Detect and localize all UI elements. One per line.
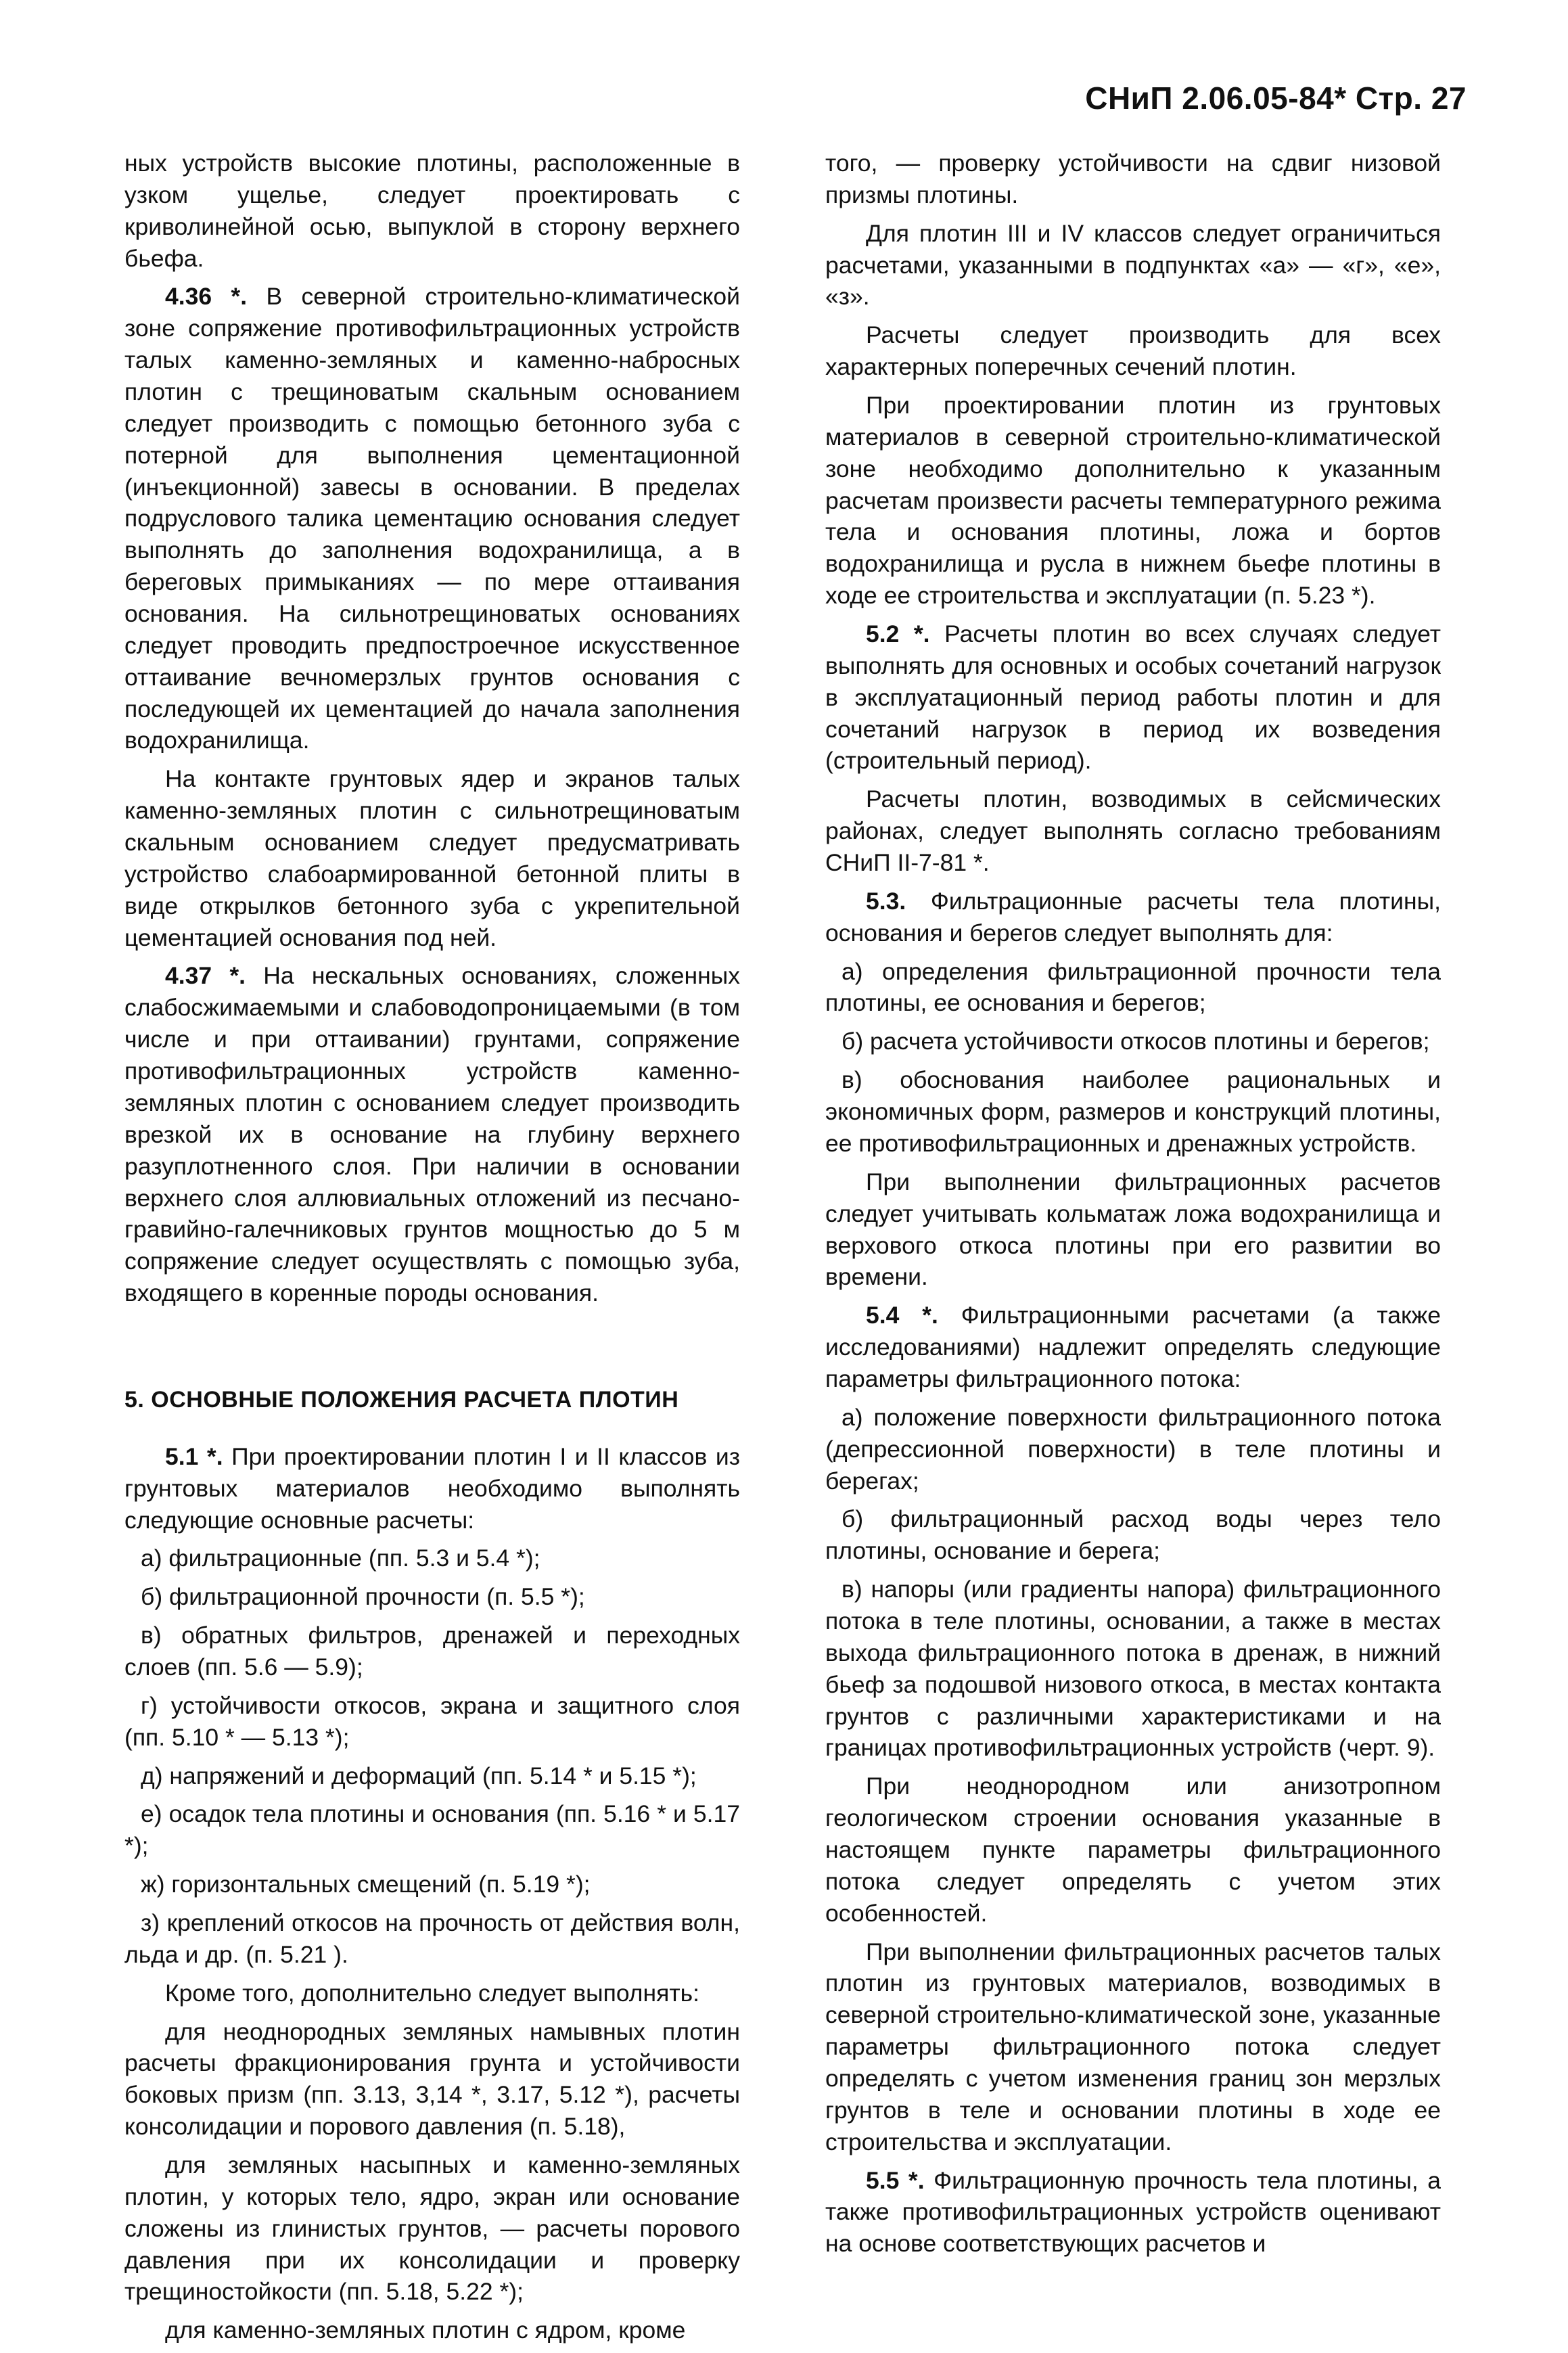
list-item <box>124 1869 740 1900</box>
paragraph-text: а) определения фильтрационной прочности тела плотины, ее основания и берегов; <box>825 957 1441 1017</box>
paragraph <box>124 763 740 953</box>
numbered-paragraph <box>825 1300 1441 1395</box>
running-header: СНиП 2.06.05-84* Стр. 27 <box>1085 81 1467 116</box>
paragraph <box>825 1166 1441 1293</box>
paragraph <box>124 2016 740 2143</box>
paragraph-text: в) обратных фильтров, дренажей и переходных слоев (пп. 5.6 — 5.9); <box>124 1622 740 1681</box>
paragraph-text: Расчеты следует производить для всех характерных поперечных сечений плотин. <box>825 321 1441 381</box>
paragraph-number: 5.5 *. <box>866 2166 925 2194</box>
paragraph-number: 5.4 *. <box>866 1302 938 1329</box>
paragraph-text: для неоднородных земляных намывных плотин расчеты фракционирования грунта и устойчивости боковых призм (пп. 3.13, 3,14 *, 3.17, 5.12 *), расчеты консолидации и порового давления (п. 5.18), <box>124 2017 740 2141</box>
paragraph-text: На нескальных основаниях, сложенных слабосжимаемыми и слабоводопроницаемыми (в том числе и при оттаивании) грунтами, сопряжение противофильтрационных устройств каменно-земляных плотин с основанием следует производить врезкой их в основание на глубину верхнего разуплотненного слоя. При наличии в основании верхнего слоя аллювиальных отложений из песчано-гравийно-галечниковых грунтов мощностью до 5 м сопряжение следует осуществлять с помощью зуба, входящего в коренные породы основания. <box>124 962 740 1307</box>
list-item <box>124 1543 740 1574</box>
paragraph-text: При неоднородном или анизотропном геологическом строении основания указанные в настоящем пункте параметры фильтрационного потока следует определять с учетом этих особенностей. <box>825 1773 1441 1927</box>
numbered-paragraph <box>825 618 1441 777</box>
list-item <box>825 1064 1441 1160</box>
paragraph-number: 5.3. <box>866 887 906 915</box>
left-column <box>124 147 740 2353</box>
section-title: 5. ОСНОВНЫЕ ПОЛОЖЕНИЯ РАСЧЕТА ПЛОТИН <box>124 1386 679 1413</box>
paragraph-text: б) фильтрационный расход воды через тело плотины, основание и берега; <box>825 1505 1441 1565</box>
paragraph-text: При выполнении фильтрационных расчетов талых плотин из грунтовых материалов, возводимых в северной строительно-климатической зоне, указанные параметры фильтрационного потока следует определять с учетом изменения границ зон мерзлых грунтов в теле и основании плотины в ходе ее строительства и эксплуатации. <box>825 1938 1441 2155</box>
paragraph-text: При проектировании плотин I и II классов из грунтовых материалов необходимо выполнять следующие основные расчеты: <box>124 1442 740 1534</box>
paragraph-text: б) фильтрационной прочности (п. 5.5 *); <box>141 1583 585 1611</box>
paragraph-text: ных устройств высокие плотины, расположенные в узком ущелье, следует проектировать с криволинейной осью, выпуклой в сторону верхнего бьефа. <box>124 150 740 272</box>
paragraph-text: ж) горизонтальных смещений (п. 5.19 *); <box>141 1871 591 1898</box>
list-item <box>124 1760 740 1792</box>
paragraph <box>124 1978 740 2009</box>
section-paragraphs <box>124 1441 740 2346</box>
paragraph-text: При выполнении фильтрационных расчетов следует учитывать кольматаж ложа водохранилища и верхового откоса плотины при его развитии во времени. <box>825 1168 1441 1291</box>
paragraph-text: Для плотин III и IV классов следует ограничиться расчетами, указанными в подпунктах «а» — «г», «е», «з». <box>825 219 1441 311</box>
paragraph <box>825 1936 1441 2158</box>
paragraph-text: Расчеты плотин во всех случаях следует выполнять для основных и особых сочетаний нагрузок в эксплуатационный период работы плотин и для сочетаний нагрузок в период их возведения (строительный период). <box>825 620 1441 775</box>
paragraph-text: Фильтрационные расчеты тела плотины, основания и берегов следует выполнять для: <box>825 887 1441 946</box>
paragraph-text: На контакте грунтовых ядер и экранов талых каменно-земляных плотин с сильнотрещиноватым скальным основанием следует предусматривать устройство слабоармированной бетонной плиты в виде открылков бетонного зуба с укрепительной цементацией основания под ней. <box>124 765 740 951</box>
paragraph-text: для каменно-земляных плотин с ядром, кроме <box>165 2316 686 2344</box>
paragraph <box>124 147 740 274</box>
paragraph <box>124 2149 740 2308</box>
paragraph-text: в) напоры (или градиенты напора) фильтрационного потока в теле плотины, основании, а также в местах выхода фильтрационного потока в дренаж, в нижний бьеф за подошвой низового откоса, в местах контакта грунтов с различными характеристиками и на границах противофильтрационных устройств (черт. 9). <box>825 1576 1441 1762</box>
numbered-paragraph <box>124 1441 740 1536</box>
numbered-paragraph <box>124 960 740 1308</box>
paragraph-text: Фильтрационными расчетами (а также исследованиями) надлежит определять следующие параметры фильтрационного потока: <box>825 1302 1441 1392</box>
paragraph <box>825 783 1441 879</box>
paragraph-text: Расчеты плотин, возводимых в сейсмических районах, следует выполнять согласно требованиям СНиП II-7-81 *. <box>825 785 1441 877</box>
paragraph <box>825 218 1441 313</box>
list-item <box>825 956 1441 1020</box>
list-item <box>124 1907 740 1971</box>
paragraph <box>825 390 1441 612</box>
paragraph-text: Фильтрационную прочность тела плотины, а также противофильтрационных устройств оценивают на основе соответствующих расчетов и <box>825 2166 1441 2258</box>
paragraph-text: б) расчета устойчивости откосов плотины и берегов; <box>841 1028 1430 1055</box>
paragraph-text: г) устойчивости откосов, экрана и защитного слоя (пп. 5.10 * — 5.13 *); <box>124 1691 740 1751</box>
paragraph <box>825 1771 1441 1929</box>
paragraph-number: 4.37 *. <box>165 962 246 990</box>
paragraph <box>124 2314 740 2346</box>
left-column-paragraphs <box>124 147 740 1309</box>
list-item <box>124 1620 740 1683</box>
paragraph-text: а) фильтрационные (пп. 5.3 и 5.4 *); <box>141 1545 540 1572</box>
paragraph-text: а) положение поверхности фильтрационного потока (депрессионной поверхности) в теле плотины и берегах; <box>825 1403 1441 1494</box>
numbered-paragraph <box>825 2165 1441 2260</box>
paragraph-number: 5.1 *. <box>165 1442 223 1470</box>
list-item <box>825 1026 1441 1057</box>
paragraph-text: з) креплений откосов на прочность от действия волн, льда и др. (п. 5.21 ). <box>124 1909 740 1968</box>
paragraph-text: в) обоснования наиболее рациональных и экономичных форм, размеров и конструкций плотины, ее противофильтрационных и дренажных устройств. <box>825 1066 1441 1157</box>
paragraph-text: При проектировании плотин из грунтовых материалов в северной строительно-климатической зоне необходимо дополнительно к указанным расчетам произвести расчеты температурного режима тела и основания плотины, ложа и бортов водохранилища и русла в нижнем бьефе плотины в ходе ее строительства и эксплуатации (п. 5.23 *). <box>825 392 1441 610</box>
numbered-paragraph <box>825 886 1441 949</box>
list-item <box>124 1798 740 1862</box>
right-column <box>825 147 1441 2266</box>
list-item <box>124 1690 740 1754</box>
paragraph-text: В северной строительно-климатической зоне сопряжение противофильтрационных устройств талых каменно-земляных и каменно-набросных плотин с трещиноватым скальным основанием следует производить с помощью бетонного зуба с потерной для выполнения цементационной (инъекционной) завесы в основании. В пределах подруслового талика цементацию основания следует выполнять до заполнения водохранилища, а в береговых примыканиях — по мере оттаивания основания. На сильнотрещиноватых основаниях следует проводить предпостроечное искусственное оттаивание вечномерзлых грунтов основания с последующей их цементацией до начала заполнения водохранилища. <box>124 283 740 754</box>
list-item <box>825 1574 1441 1764</box>
list-item <box>124 1581 740 1613</box>
list-item <box>825 1402 1441 1497</box>
paragraph-text: е) осадок тела плотины и основания (пп. 5.16 * и 5.17 *); <box>124 1800 740 1860</box>
paragraph <box>825 319 1441 383</box>
paragraph-text: того, — проверку устойчивости на сдвиг низовой призмы плотины. <box>825 150 1441 208</box>
paragraph-text: Кроме того, дополнительно следует выполнять: <box>165 1979 699 2007</box>
numbered-paragraph <box>124 281 740 756</box>
paragraph-text: д) напряжений и деформаций (пп. 5.14 * и 5.15 *); <box>141 1762 697 1789</box>
right-column-paragraphs <box>825 147 1441 2260</box>
paragraph-text: для земляных насыпных и каменно-земляных плотин, у которых тело, ядро, экран или основание сложены из глинистых грунтов, — расчеты порового давления при их консолидации и проверку трещиностойкости (пп. 5.18, 5.22 *); <box>124 2151 740 2306</box>
paragraph-number: 5.2 *. <box>866 620 930 648</box>
paragraph-number: 4.36 *. <box>165 283 248 311</box>
list-item <box>825 1503 1441 1567</box>
paragraph <box>825 147 1441 211</box>
